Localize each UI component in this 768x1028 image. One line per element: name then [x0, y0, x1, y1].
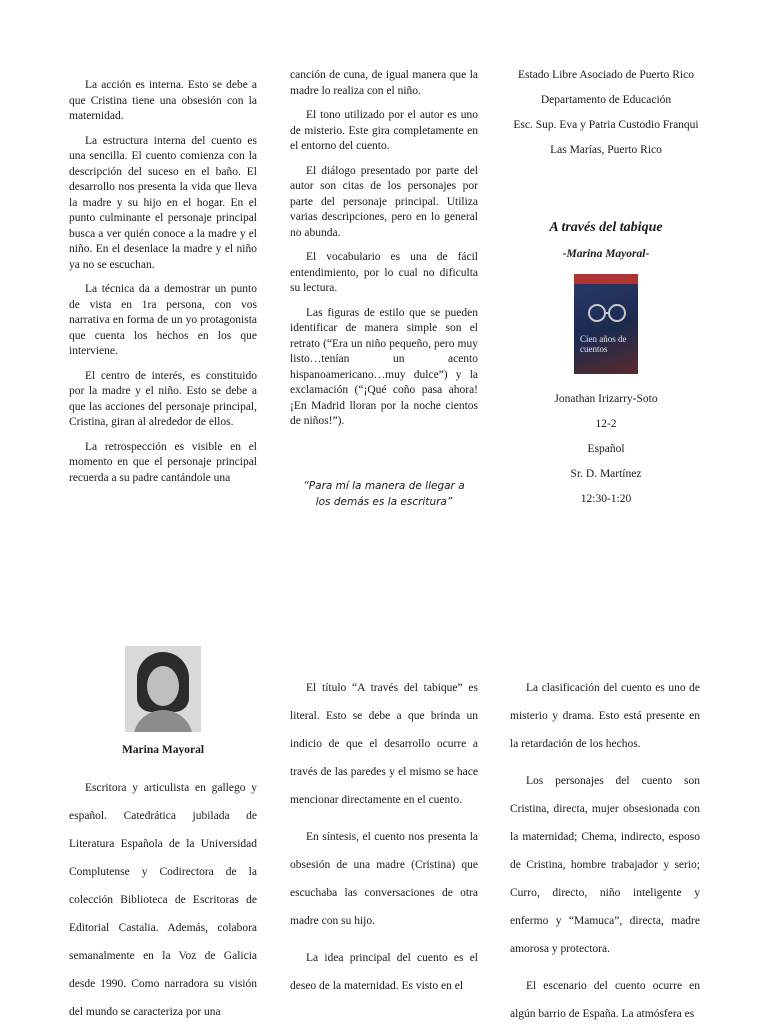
- cover-panel: [508, 68, 704, 517]
- header-line: Esc. Sup. Eva y Patria Custodio Franqui: [513, 119, 699, 131]
- book-cover-text: Cien años de cuentos: [580, 334, 627, 354]
- glasses-icon: [608, 304, 626, 322]
- photo-face: [147, 666, 179, 706]
- paragraph: El tono utilizado por el autor es uno de misterio. Este gira completamente en el entorno del cuento.: [290, 109, 478, 152]
- author-photo: [125, 646, 201, 732]
- author-quote: “Para mí la manera de llegar a los demás es la escritura”: [303, 479, 465, 508]
- paragraph: El título “A través del tabique” es literal. Esto se debe a que brinda un indicio de que el desarrollo ocurre a través de las paredes y el mismo se hace mencionar directamente en el cuento.: [290, 682, 478, 806]
- bio-text: Escritora y articulista en gallego y español. Catedrática jubilada de Literatura Española de la Universidad Complutense y Codirectora de la colección Biblioteca de Escritoras de Editorial Castalia. Además, colabora semanalmente en la Voz de Galicia desde 1990. Como narradora su visión del mundo se caracteriza por una: [69, 782, 257, 1018]
- paragraph: Las figuras de estilo que se pueden identificar de manera simple son el retrato (“Era un niño pequeño, pero muy listo…tenían un acento hispanoamericano…muy dulce”) y la exclamación (“¡Qué coño pasa ahora! ¡En Madrid lloran por la noche cientos de niños!”).: [290, 306, 478, 427]
- panel-analysis-3: [290, 674, 478, 1000]
- panel-analysis-1: [69, 78, 257, 486]
- student-group: 12-2: [595, 418, 617, 430]
- panel-analysis-4: [510, 674, 700, 1028]
- paragraph: El diálogo presentado por parte del autor son citas de los personajes por parte del personaje principal. Utiliza varias descripciones, pero en lo general no abunda.: [290, 164, 478, 239]
- paragraph: Los personajes del cuento son Cristina, directa, mujer obsesionada con la maternidad; Chema, indirecto, esposo de Cristina, hombre trabajador y serio; Curro, directo, niño inteligente y enfermo y “Mamuca”, directa, madre amorosa y protectora.: [510, 775, 700, 955]
- book-cover-image: [574, 274, 638, 374]
- subject: Español: [587, 443, 625, 455]
- glasses-bridge: [604, 312, 610, 314]
- teacher: Sr. D. Martínez: [570, 468, 642, 480]
- photo-body: [133, 710, 193, 732]
- paragraph: En síntesis, el cuento nos presenta la obsesión de una madre (Cristina) que escuchaba las conversaciones de otra madre con su hijo.: [290, 831, 478, 927]
- paragraph: El escenario del cuento ocurre en algún barrio de España. La atmósfera es: [510, 980, 700, 1020]
- paragraph: canción de cuna, de igual manera que la madre lo realiza con el niño.: [290, 69, 478, 97]
- header-line: Las Marías, Puerto Rico: [550, 144, 662, 156]
- photo-caption: Marina Mayoral: [121, 744, 205, 756]
- panel-analysis-2: [290, 68, 478, 510]
- cover-band: [574, 274, 638, 284]
- paragraph: El centro de interés, es constituido por la madre y el niño. Esto se debe a que las acciones del personaje principal, Cristina, giran al alrededor de ellos.: [69, 369, 257, 428]
- header-line: Estado Libre Asociado de Puerto Rico: [518, 69, 694, 81]
- paragraph: La técnica da a demostrar un punto de vista en 1ra persona, con vos narrativa en forma de un yo protagonista que cuenta los hechos en los que interviene.: [69, 283, 257, 357]
- paragraph: El vocabulario es una de fácil entendimiento, por lo cual no dificulta su lectura.: [290, 251, 478, 294]
- paragraph: La idea principal del cuento es el deseo de la maternidad. Es visto en el: [290, 952, 478, 992]
- paragraph: La acción es interna. Esto se debe a que Cristina tiene una obsesión con la maternidad.: [69, 79, 257, 122]
- header-line: Departamento de Educación: [540, 94, 672, 106]
- paragraph: La estructura interna del cuento es una sencilla. El cuento comienza con la descripción del suceso en el baño. El desarrollo nos presenta la vida que lleva la madre y su hijo en el hogar. En el punto culminante el personaje principal busca a ver quién conoce a la madre y el niño. En el desenlace la madre y el niño ya no se escuchan.: [69, 134, 257, 271]
- paragraph: La clasificación del cuento es uno de misterio y drama. Esto está presente en la retardación de los hechos.: [510, 682, 700, 750]
- class-time: 12:30-1:20: [580, 493, 632, 505]
- bio-panel: [69, 646, 257, 1026]
- document-title: A través del tabique: [549, 220, 663, 235]
- author-subtitle: -Marina Mayoral-: [562, 248, 650, 260]
- paragraph: La retrospección es visible en el momento en que el personaje principal recuerda a su padre cantándole una: [69, 440, 257, 484]
- student-name: Jonathan Irizarry-Soto: [554, 393, 658, 405]
